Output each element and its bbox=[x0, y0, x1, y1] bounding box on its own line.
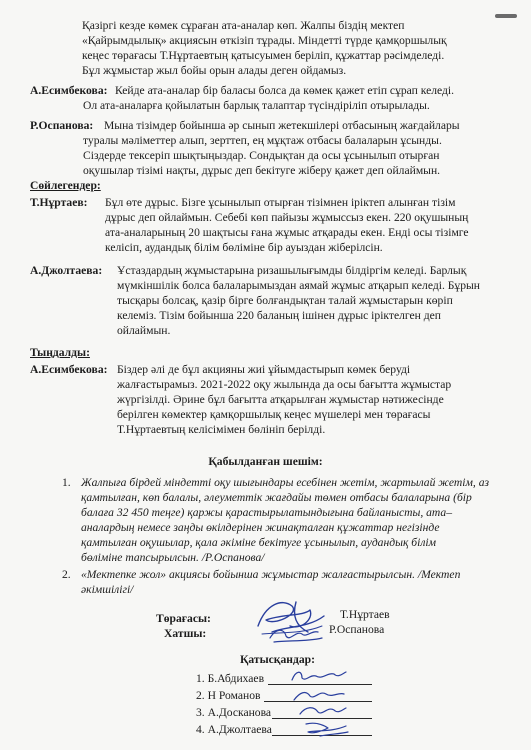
corner-mark bbox=[495, 14, 517, 18]
speech-line: Т.Нұртаевтың келісімімен бөлініп берілді. bbox=[117, 423, 326, 436]
participant-signature bbox=[288, 668, 348, 686]
speech-line: Сіздерде тексеріп шықтыңыздар. Сондықтан да осы ұсынылып отырған bbox=[83, 149, 440, 162]
participant-name: 4. А.Джолтаева bbox=[196, 723, 272, 736]
speech-line: ойлаймын. bbox=[117, 324, 171, 337]
speech-line: Ұстаздардың жұмыстарына ризашылығымды білдіргім келеді. Барлық bbox=[117, 264, 467, 277]
decision-line: аналардың немесе заңды өкілдерінен жинақталған құжаттар негізінде bbox=[81, 521, 440, 534]
speaker-name: А.Есимбекова: bbox=[30, 363, 108, 376]
decision-line: балаға 32 450 теңге) қаржы қарастырылатындығына байланысты, ата– bbox=[81, 506, 453, 519]
decision-title: Қабылданған шешім: bbox=[208, 455, 323, 468]
speech-line: ата-аналарының 20 шақтысы ғана жұмыс атқарады екен. Енді осы тізімге bbox=[105, 226, 469, 239]
participant-name: 1. Б.Абдихаев bbox=[196, 672, 265, 685]
decision-line: әкімшілігі/ bbox=[81, 583, 134, 596]
decision-line: Жалпыға бірдей міндетті оқу шығындары есебінен жетім, жартылай жетім, аз bbox=[81, 476, 490, 489]
intro-line: Қазіргі кезде көмек сұраған ата-аналар көп. Жалпы біздің мектеп bbox=[82, 19, 405, 32]
section-heading: Тыңдалды: bbox=[30, 346, 90, 359]
secretary-label: Хатшы: bbox=[164, 627, 207, 640]
decision-number: 2. bbox=[62, 568, 71, 581]
intro-line: Бұл жұмыстар жыл бойы орын алады деген ойдамыз. bbox=[82, 64, 347, 77]
intro-line: кеңес төрағасы Т.Нұртаевтың қатысуымен беріліп, құжаттар рәсімделеді. bbox=[82, 49, 445, 62]
speaker-name: А.Есимбекова: bbox=[30, 84, 108, 97]
speech-line: жүргізілді. Әрине бұл бағытта атқарылған жұмыстар нәтижесінде bbox=[117, 393, 444, 406]
speech-line: Бұл өте дұрыс. Бізге ұсынылып отырған тізімнен іріктеп алынған тізім bbox=[105, 196, 456, 209]
speaker-name: Р.Оспанова: bbox=[30, 119, 94, 132]
speech-line: Кейде ата-аналар бір баласы болса да көмек қажет етіп сұрап келеді. bbox=[115, 84, 455, 97]
speaker-name: А.Джолтаева: bbox=[30, 264, 103, 277]
participant-signature bbox=[300, 718, 352, 738]
chair-label: Төрағасы: bbox=[156, 612, 211, 625]
decision-line: «Мектепке жол» акциясы бойынша жұмыстар жалғастырылсын. /Мектеп bbox=[81, 568, 461, 581]
speech-line: берілген көмектер қамқоршылық кеңес мүшелері мен төрағасы bbox=[117, 408, 431, 421]
speaker-name: Т.Нұртаев: bbox=[30, 196, 88, 209]
speech-line: дұрыс деп ойлаймын. Себебі көп пайызы жұмыссыз екен. 220 оқушының bbox=[105, 211, 469, 224]
participant-name: 3. А.Досканова bbox=[196, 706, 272, 719]
speech-line: Мына тізімдер бойынша әр сынып жетекшілері отбасының жағдайлары bbox=[104, 119, 460, 132]
decision-line: бөліміне тапсырылсын. /Р.Оспанова/ bbox=[81, 551, 265, 564]
speech-line: келеміз. Тізім бойынша 220 баланың ішінен дұрыс іріктелген деп bbox=[117, 309, 441, 322]
speech-line: Біздер әлі де бұл акцияны жиі ұйымдастырып көмек беруді bbox=[117, 363, 411, 376]
speech-line: оқушылар тізімі нақты, дұрыс деп бекітуге жіберу қажет деп ойлаймын. bbox=[83, 164, 441, 177]
speech-line: келісіп, аудандық білім бөліміне бір ауыздан жіберілсін. bbox=[105, 241, 383, 254]
secretary-name: Р.Оспанова bbox=[329, 623, 385, 636]
decision-line: қамтылған, көп балалы, әлеуметтік жағдайы төмен отбасы балаларына (бір bbox=[81, 491, 472, 504]
participants-heading: Қатысқандар: bbox=[240, 653, 315, 666]
speech-line: тысқары болсақ, қазір бірге болғандықтан талай жұмыстарын көріп bbox=[117, 294, 453, 307]
speech-line: мүмкіншілік болса балаларымыздан аямай жұмыс атқарып келеді. Бұрын bbox=[117, 279, 480, 292]
participant-name: 2. Н Романов bbox=[196, 689, 261, 702]
section-heading: Сөйлегендер: bbox=[30, 179, 101, 192]
secretary-signature bbox=[266, 624, 326, 646]
chair-name: Т.Нұртаев bbox=[340, 608, 390, 621]
speech-line: жалғастырамыз. 2021-2022 оқу жылында да осы бағытта жұмыстар bbox=[117, 378, 452, 391]
intro-line: «Қайрымдылық» акциясын өткізіп тұрады. Міндетті түрде қамқоршылық bbox=[82, 34, 447, 47]
decision-number: 1. bbox=[62, 476, 71, 489]
speech-line: туралы мәліметтер алып, зерттеп, ең мұқтаж отбасы балаларын ұсынды. bbox=[83, 134, 442, 147]
speech-line: Ол ата-аналарға қойылатын барлық талаптар түсіндіріліп отырылады. bbox=[83, 99, 430, 112]
decision-line: қамтылған оқушылар, қала әкіміне бекітуге ұсынылып, аудандық білім bbox=[81, 536, 436, 549]
